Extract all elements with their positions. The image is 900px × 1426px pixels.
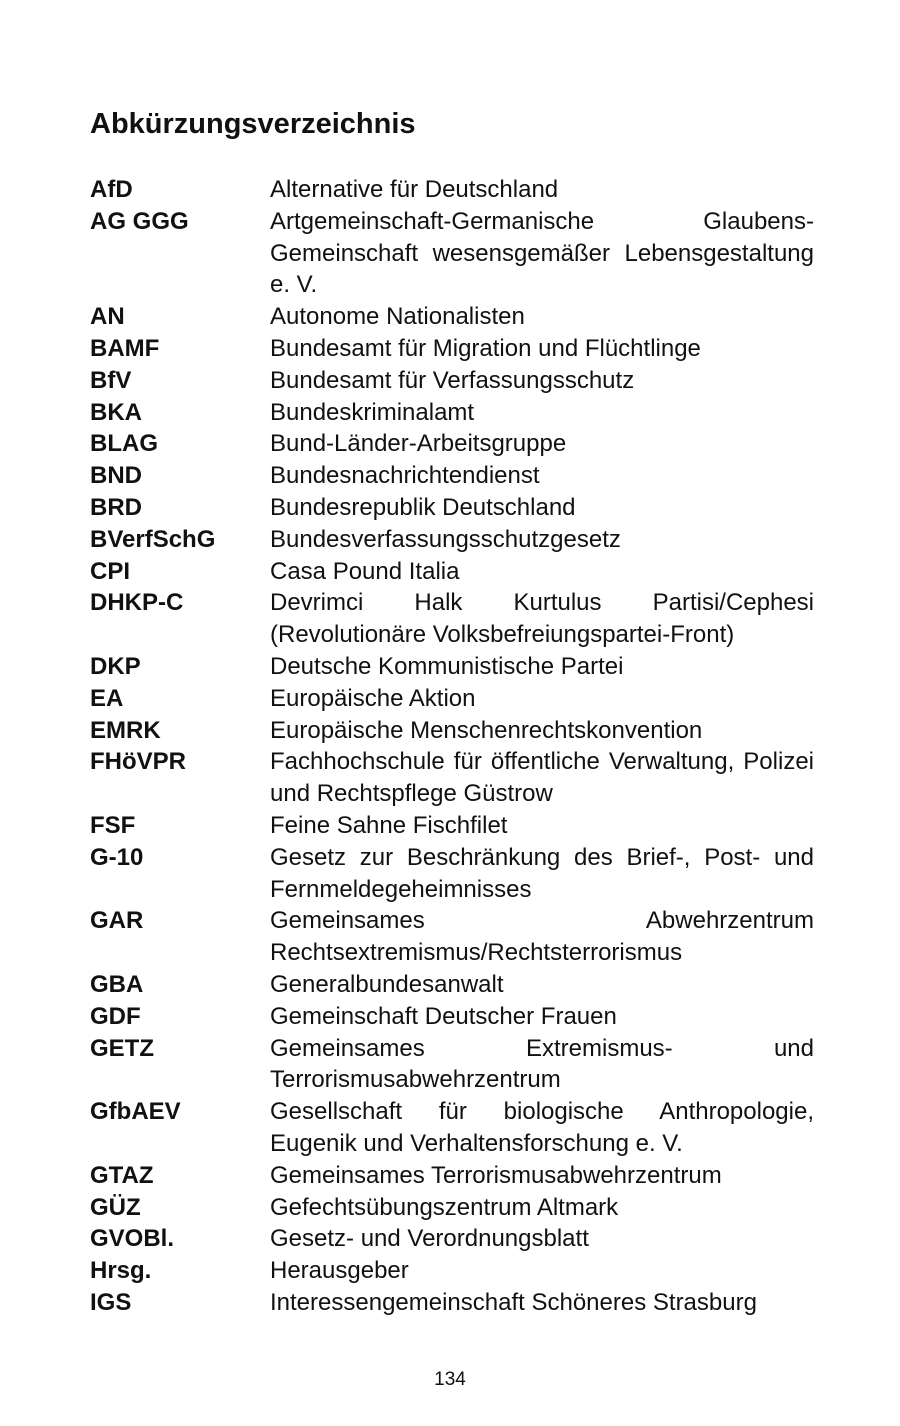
abbreviation-entry [90, 842, 814, 906]
abbreviation-entry [90, 174, 814, 206]
abbreviation-term: BKA [90, 398, 142, 426]
abbreviation-entry [90, 524, 814, 556]
abbreviation-entry [90, 397, 814, 429]
abbreviation-meaning: Gemeinsames Terrorismusabwehrzentrum [270, 1161, 722, 1189]
abbreviation-entry [90, 556, 814, 588]
page-title: Abkürzungsverzeichnis [90, 108, 416, 140]
abbreviation-term: GfbAEV [90, 1098, 181, 1126]
abbreviation-entry [90, 1160, 814, 1192]
abbreviation-meaning: Interessengemeinschaft Schöneres Strasburg [270, 1288, 757, 1316]
page-number: 134 [434, 1369, 466, 1390]
abbreviation-meaning: Bundesamt für Verfassungsschutz [270, 366, 635, 394]
abbreviation-meaning: Gefechtsübungszentrum Altmark [270, 1193, 619, 1221]
abbreviation-term: EMRK [90, 716, 161, 744]
abbreviation-entry [90, 206, 814, 301]
abbreviation-meaning: Deutsche Kommunistische Partei [270, 652, 624, 680]
abbreviation-meaning: Bundesrepublik Deutschland [270, 493, 576, 521]
abbreviation-term: GÜZ [90, 1193, 141, 1221]
abbreviation-meaning: Bund-Länder-Arbeitsgruppe [270, 430, 567, 458]
abbreviation-term: FSF [90, 811, 136, 839]
abbreviation-term: EA [90, 684, 124, 712]
abbreviation-meaning: Devrimci Halk Kurtulus Partisi/Cephesi (Revolutionäre Volksbefreiungspartei-Front) [270, 589, 814, 649]
abbreviation-term: FHöVPR [90, 748, 186, 776]
abbreviation-meaning: Generalbundesanwalt [270, 970, 504, 998]
abbreviation-term: GAR [90, 907, 144, 935]
abbreviation-entry [90, 746, 814, 810]
abbreviation-entry [90, 651, 814, 683]
abbreviation-entry [90, 1255, 814, 1287]
abbreviation-meaning: Bundesnachrichtendienst [270, 462, 540, 490]
abbreviation-meaning: Herausgeber [270, 1257, 409, 1285]
abbreviation-term: GTAZ [90, 1161, 154, 1189]
abbreviation-entry [90, 1033, 814, 1097]
abbreviation-meaning: Bundeskriminalamt [270, 398, 475, 426]
abbreviation-entry [90, 715, 814, 747]
abbreviation-term: GDF [90, 1002, 141, 1030]
abbreviation-entry [90, 1223, 814, 1255]
abbreviation-entry [90, 460, 814, 492]
abbreviation-meaning: Gesellschaft für biologische Anthropologie, Eugenik und Verhaltensforschung e. V. [270, 1098, 814, 1157]
abbreviation-term: BND [90, 462, 142, 490]
abbreviation-term: BLAG [90, 430, 158, 458]
abbreviation-term: BRD [90, 493, 142, 521]
abbreviation-meaning: Gemeinsames Abwehrzentrum Rechtsextremismus/Rechtsterrorismus [270, 907, 814, 967]
abbreviation-meaning: Artgemeinschaft-Germanische Glaubens-Gemeinschaft wesensgemäßer Lebensgestaltung e. V. [270, 207, 814, 299]
abbreviation-meaning: Fachhochschule für öffentliche Verwaltung, Polizei und Rechtspflege Güstrow [270, 748, 814, 808]
abbreviation-meaning: Gesetz zur Beschränkung des Brief-, Post- und Fernmeldegeheimnisses [270, 843, 814, 903]
abbreviation-entry [90, 365, 814, 397]
abbreviation-term: GETZ [90, 1034, 154, 1062]
abbreviation-meaning: Autonome Nationalisten [270, 303, 525, 331]
abbreviation-term: BVerfSchG [90, 525, 216, 553]
abbreviation-entry [90, 1096, 814, 1160]
abbreviation-meaning: Gesetz- und Verordnungsblatt [270, 1225, 589, 1253]
abbreviation-meaning: Europäische Menschenrechtskonvention [270, 716, 703, 744]
abbreviation-term: DHKP-C [90, 589, 184, 617]
abbreviation-entry [90, 333, 814, 365]
abbreviation-meaning: Gemeinschaft Deutscher Frauen [270, 1002, 617, 1030]
abbreviation-entry [90, 587, 814, 651]
abbreviation-term: AN [90, 303, 125, 331]
abbreviation-term: AfD [90, 176, 133, 203]
abbreviation-entry [90, 810, 814, 842]
abbreviation-meaning: Bundesverfassungsschutzgesetz [270, 525, 621, 553]
abbreviation-term: IGS [90, 1288, 132, 1316]
abbreviation-meaning: Gemeinsames Extremismus- und Terrorismusabwehrzentrum [270, 1034, 814, 1094]
abbreviation-meaning: Alternative für Deutschland [270, 176, 559, 203]
abbreviation-entry [90, 492, 814, 524]
abbreviation-meaning: Europäische Aktion [270, 684, 476, 712]
abbreviation-term: BAMF [90, 334, 160, 362]
abbreviation-term: CPI [90, 557, 131, 585]
abbreviation-term: GBA [90, 970, 144, 998]
abbreviation-term: G-10 [90, 843, 144, 871]
abbreviation-meaning: Casa Pound Italia [270, 557, 460, 585]
abbreviation-term: GVOBl. [90, 1225, 175, 1253]
abbreviation-entry [90, 301, 814, 333]
abbreviation-entry [90, 1192, 814, 1224]
abbreviation-entry [90, 683, 814, 715]
abbreviation-term: AG GGG [90, 207, 189, 235]
abbreviation-term: Hrsg. [90, 1257, 152, 1285]
abbreviation-term: BfV [90, 366, 132, 394]
abbreviation-entry [90, 905, 814, 969]
abbreviation-term: DKP [90, 652, 141, 680]
abbreviation-entry [90, 1001, 814, 1033]
abbreviation-meaning: Feine Sahne Fischfilet [270, 811, 508, 839]
abbreviation-entry [90, 969, 814, 1001]
abbreviation-meaning: Bundesamt für Migration und Flüchtlinge [270, 334, 701, 362]
abbreviation-list [90, 174, 814, 1319]
abbreviation-entry [90, 428, 814, 460]
abbreviation-entry [90, 1287, 814, 1319]
